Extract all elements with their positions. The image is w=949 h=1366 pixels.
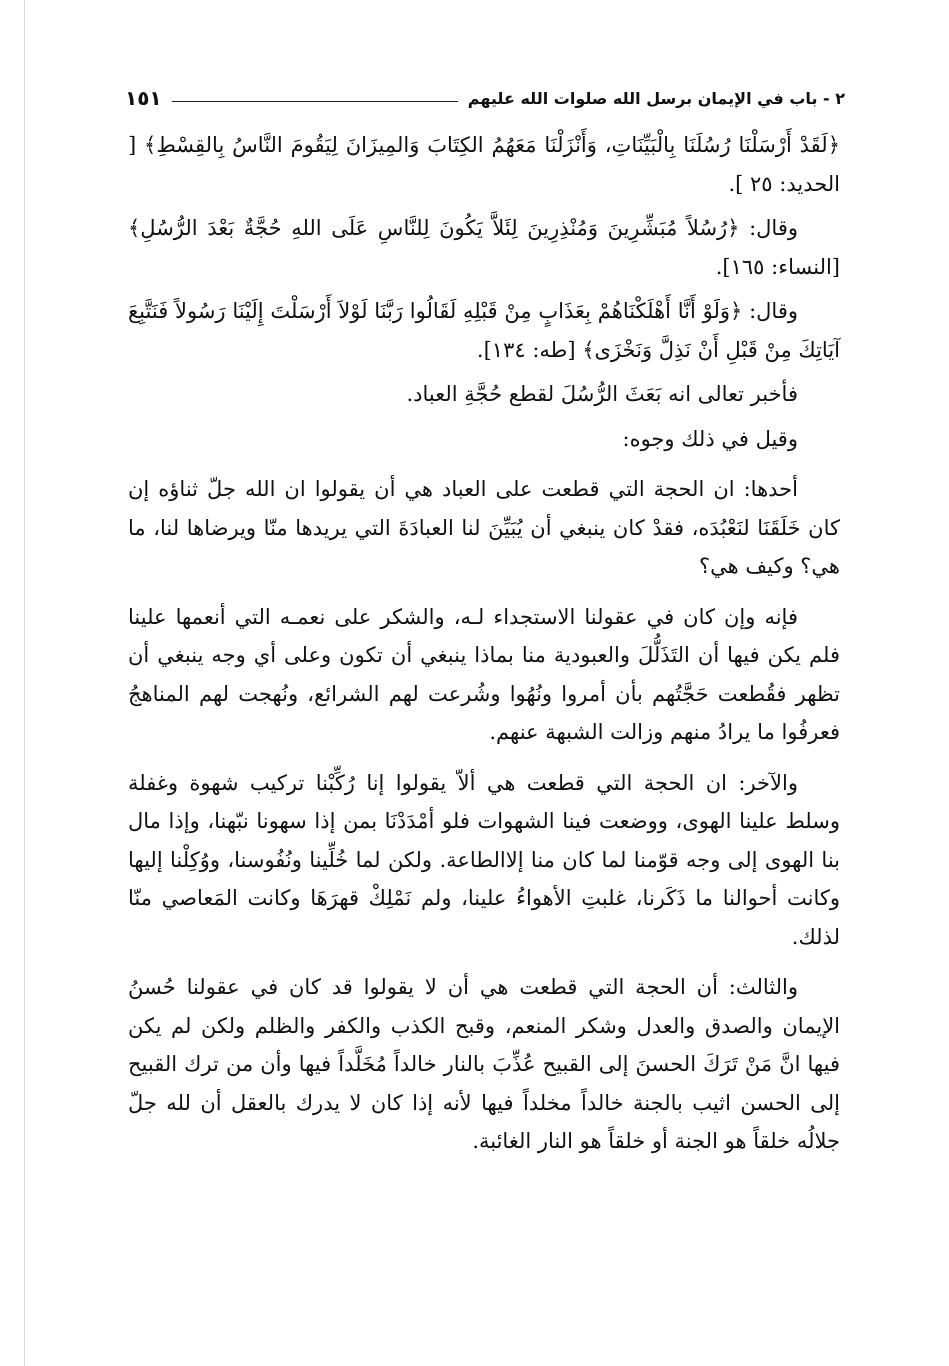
paragraph-conclusion: فأخبر تعالى انه بَعَثَ الرُّسُلَ لقطع حُجَّةِ العباد.: [406, 382, 798, 406]
paragraph-first-aspect-continued: فإنه وإن كان في عقولنا الاستجداء لـه، والشكر على نعمـه التي أنعمها علينا فلم يكن فيها أن التَذَلُّلَ والعبودية منا بماذا ينبغي أن تكون وعلى أي وجه ينبغي أن تظهر فقُطعت حَجَّتُهم بأن أمروا ونُهُوا وشُرعت لهم الشرائع، ونُهجت لهم المناهجُ فعرفُوا ما يرادُ منهم وزالت الشبهة عنهم.: [128, 604, 840, 744]
paragraph-quran-hadid: ﴿لَقَدْ أَرْسَلْنَا رُسُلَنَا بِالْبَيِّنَاتِ، وَأَنْزَلْنَا مَعَهُمُ الكِتَابَ وَالمِيزَانَ لِيَقُومَ النَّاسُ بِالقِسْطِ﴾ [ الحديد: ٢٥ ].: [128, 133, 840, 196]
paragraph-second-aspect: والآخر: ان الحجة التي قطعت هي ألاّ يقولوا إنا رُكِّبْنا تركيب شهوة وغفلة وسلط علينا الهوى، ووضعت فينا الشهوات فلو أمْدَدْنَا بمن إذا سهونا نبّهنا، وإذا مال بنا الهوى إلى وجه قوّمنا لما كان منا إلاالطاعة. ولكن لما خُلِّينا ونُفُوسنا، ووُكِلْنا إليها وكانت أحوالنا ما ذَكَرنا، غلبتِ الأهواءُ علينا، ولم نَمْلِكْ قهرَهَا وكانت المَعاصي منّا لذلك.: [128, 770, 840, 949]
page-number: ١٥١: [125, 86, 162, 110]
paragraph-quran-nisa: وقال: ﴿رُسُلاً مُبَشِّرِينَ وَمُنْذِرِينَ لِئَلاَّ يَكُونَ لِلنَّاسِ عَلَى اللهِ حُجَّةٌ بَعْدَ الرُّسُلِ﴾ [النساء: ١٦٥].: [128, 216, 840, 279]
chapter-title: ٢ - باب في الإيمان برسل الله صلوات الله عليهم: [467, 88, 845, 108]
paragraph-third-aspect: والثالث: أن الحجة التي قطعت هي أن لا يقولوا قد كان في عقولنا حُسنُ الإيمان والصدق والعدل وشكر المنعم، وقبح الكذب والكفر والظلم ولكن لم يكن فيها انَّ مَنْ تَرَكَ الحسنَ إلى القبيح عُذِّبَ بالنار خالداً مُخَلَّداً فيها وأن من ترك القبيح إلى الحسن اثيب بالجنة خالداً مخلداً فيها لأنه إذا كان لا يدرك بالعقل أن لله جلّ جلالُه خلقاً هو الجنة أو خلقاً هو النار الغائبة.: [128, 975, 840, 1153]
running-header: [125, 80, 845, 116]
page-edge-line: [24, 0, 25, 1366]
paragraph-first-aspect: أحدها: ان الحجة التي قطعت على العباد هي أن يقولوا ان الله جلّ ثناؤه إن كان خَلَقَنَا لنَعْبُدَه، فقدْ كان ينبغي أن يُبَيِّنَ لنا العبادَةَ التي يريدها منّا ويرضاها لنا، ما هي؟ وكيف هي؟: [128, 477, 840, 578]
body-text: [128, 126, 840, 1167]
paragraph-aspects-intro: وقيل في ذلك وجوه:: [622, 426, 798, 451]
header-rule: [172, 101, 458, 102]
paragraph-quran-taha: وقال: ﴿وَلَوْ أَنَّا أَهْلَكْنَاهُمْ بِعَذَابٍ مِنْ قَبْلِهِ لَقَالُوا رَبَّنَا لَوْلاَ أَرْسَلْتَ إِلَيْنَا رَسُولاً فَنَتَّبِعَ آيَاتِكَ مِنْ قَبْلِ أَنْ نَذِلَّ وَنَخْزَى﴾ [طه: ١٣٤].: [128, 299, 840, 362]
